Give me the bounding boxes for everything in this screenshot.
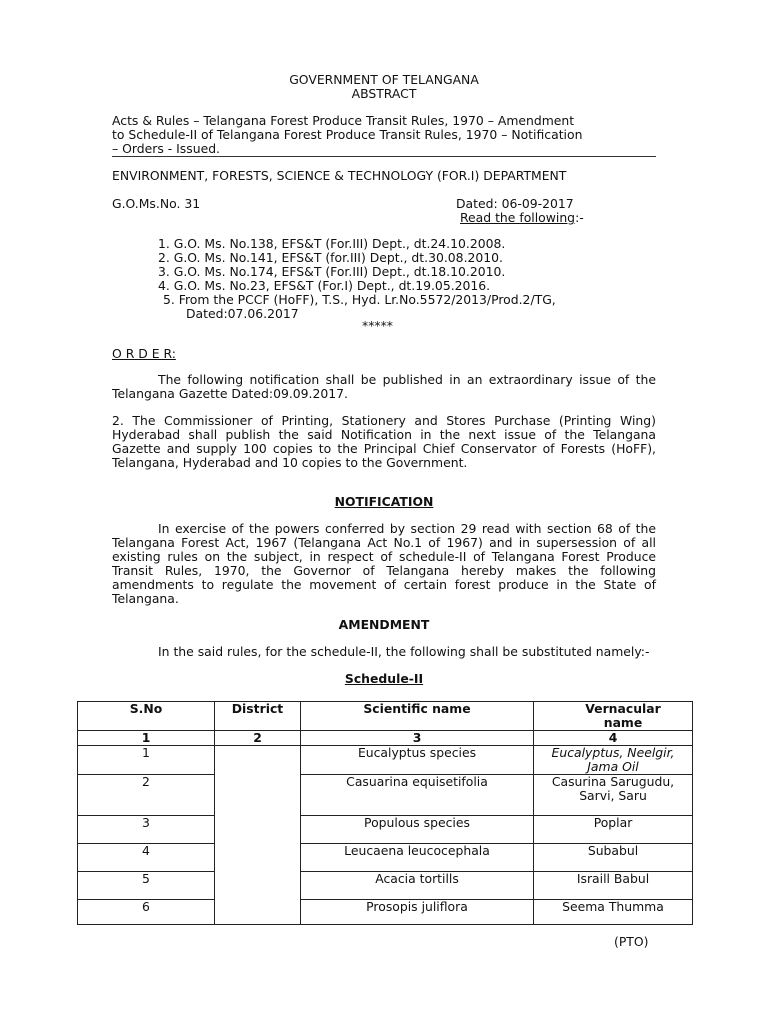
amendment-heading: AMENDMENT (338, 617, 430, 632)
go-number: G.O.Ms.No. 31 (112, 196, 201, 211)
column-number: 1 (78, 731, 215, 746)
column-header: District (215, 702, 301, 731)
column-number: 3 (301, 731, 534, 746)
vernacular-name-cell: Eucalyptus, Neelgir, Jama Oil (534, 746, 693, 775)
subject-line: – Orders - Issued. (112, 141, 220, 156)
reference-item: 4. G.O. Ms. No.23, EFS&T (For.I) Dept., dt.19.05.2016. (158, 278, 491, 293)
district-cell (215, 746, 301, 925)
notification-paragraph: In exercise of the powers conferred by section 29 read with section 68 of the Telangana Forest Act, 1967 (Telangana Act No.1 of 1967) and in supersession of all existing rules on the subject, in respect of schedule-II of Telangana Forest Produce Transit Rules, 1970, the Governor of Telangana hereby makes the following amendments to regulate the movement of certain forest produce in the State of Telangana. (112, 521, 656, 606)
sno-cell: 3 (78, 816, 215, 844)
vernacular-name-cell: Seema Thumma (534, 900, 693, 925)
table-row (78, 816, 693, 844)
column-header: S.No (78, 702, 215, 731)
sno-cell: 5 (78, 872, 215, 900)
column-header: Scientific name (301, 702, 534, 731)
scientific-name-cell: Prosopis juliflora (301, 900, 534, 925)
subject-line: Acts & Rules – Telangana Forest Produce Transit Rules, 1970 – Amendment (112, 113, 575, 128)
sno-cell: 4 (78, 844, 215, 872)
read-following-label: Read the following (460, 210, 576, 225)
department-name: ENVIRONMENT, FORESTS, SCIENCE & TECHNOLOGY (FOR.I) DEPARTMENT (112, 168, 567, 183)
table-row (78, 746, 693, 775)
table-row (78, 775, 693, 816)
scientific-name-cell: Leucaena leucocephala (301, 844, 534, 872)
read-following (460, 211, 584, 225)
reference-item: 3. G.O. Ms. No.174, EFS&T (For.III) Dept., dt.18.10.2010. (158, 264, 506, 279)
read-following-suffix: :- (575, 210, 584, 225)
order-paragraph-1: The following notification shall be published in an extraordinary issue of the Telangana Gazette Dated:09.09.2017. (112, 372, 656, 401)
notification-heading: NOTIFICATION (334, 494, 434, 509)
scientific-name-cell: Populous species (301, 816, 534, 844)
order-paragraph-2: 2. The Commissioner of Printing, Stationery and Stores Purchase (Printing Wing) Hyderabad shall publish the said Notification in the next issue of the Telangana Gazette and supply 100 copies to the Principal Chief Conservator of Forests (HoFF), Telangana, Hyderabad and 10 copies to the Government. (112, 413, 656, 470)
reference-item: Dated:07.06.2017 (186, 306, 299, 321)
table-numbering-row (78, 731, 693, 746)
reference-item: 1. G.O. Ms. No.138, EFS&T (For.III) Dept., dt.24.10.2008. (158, 236, 506, 251)
subject-line: to Schedule-II of Telangana Forest Produce Transit Rules, 1970 – Notification (112, 127, 583, 142)
amendment-paragraph: In the said rules, for the schedule-II, the following shall be substituted namely:- (158, 644, 650, 659)
government-title: GOVERNMENT OF TELANGANA (289, 72, 479, 87)
order-heading: O R D E R: (112, 346, 176, 361)
divider (112, 156, 656, 157)
scientific-name-cell: Casuarina equisetifolia (301, 775, 534, 816)
pto-marker: (PTO) (614, 934, 649, 949)
table-row (78, 844, 693, 872)
reference-item: 5. From the PCCF (HoFF), T.S., Hyd. Lr.No.5572/2013/Prod.2/TG, (163, 292, 556, 307)
sno-cell: 1 (78, 746, 215, 775)
column-number: 2 (215, 731, 301, 746)
table-header-row (78, 702, 693, 731)
separator-stars: ***** (362, 318, 393, 333)
column-number: 4 (534, 731, 693, 746)
scientific-name-cell: Eucalyptus species (301, 746, 534, 775)
scientific-name-cell: Acacia tortills (301, 872, 534, 900)
vernacular-name-cell: Poplar (534, 816, 693, 844)
sno-cell: 2 (78, 775, 215, 816)
vernacular-name-cell: Subabul (534, 844, 693, 872)
sno-cell: 6 (78, 900, 215, 925)
table-row (78, 900, 693, 925)
reference-item: 2. G.O. Ms. No.141, EFS&T (for.III) Dept., dt.30.08.2010. (158, 250, 503, 265)
schedule-title: Schedule-II (344, 671, 424, 686)
go-date: Dated: 06-09-2017 (456, 196, 574, 211)
vernacular-name-cell: Israill Babul (534, 872, 693, 900)
table-row (78, 872, 693, 900)
reference-list (158, 237, 556, 321)
abstract-title: ABSTRACT (351, 86, 417, 101)
schedule-table (77, 701, 693, 925)
column-header: Vernacular name (534, 702, 693, 731)
vernacular-name-cell: Casurina Sarugudu, Sarvi, Saru (534, 775, 693, 816)
subject-block (112, 114, 660, 156)
